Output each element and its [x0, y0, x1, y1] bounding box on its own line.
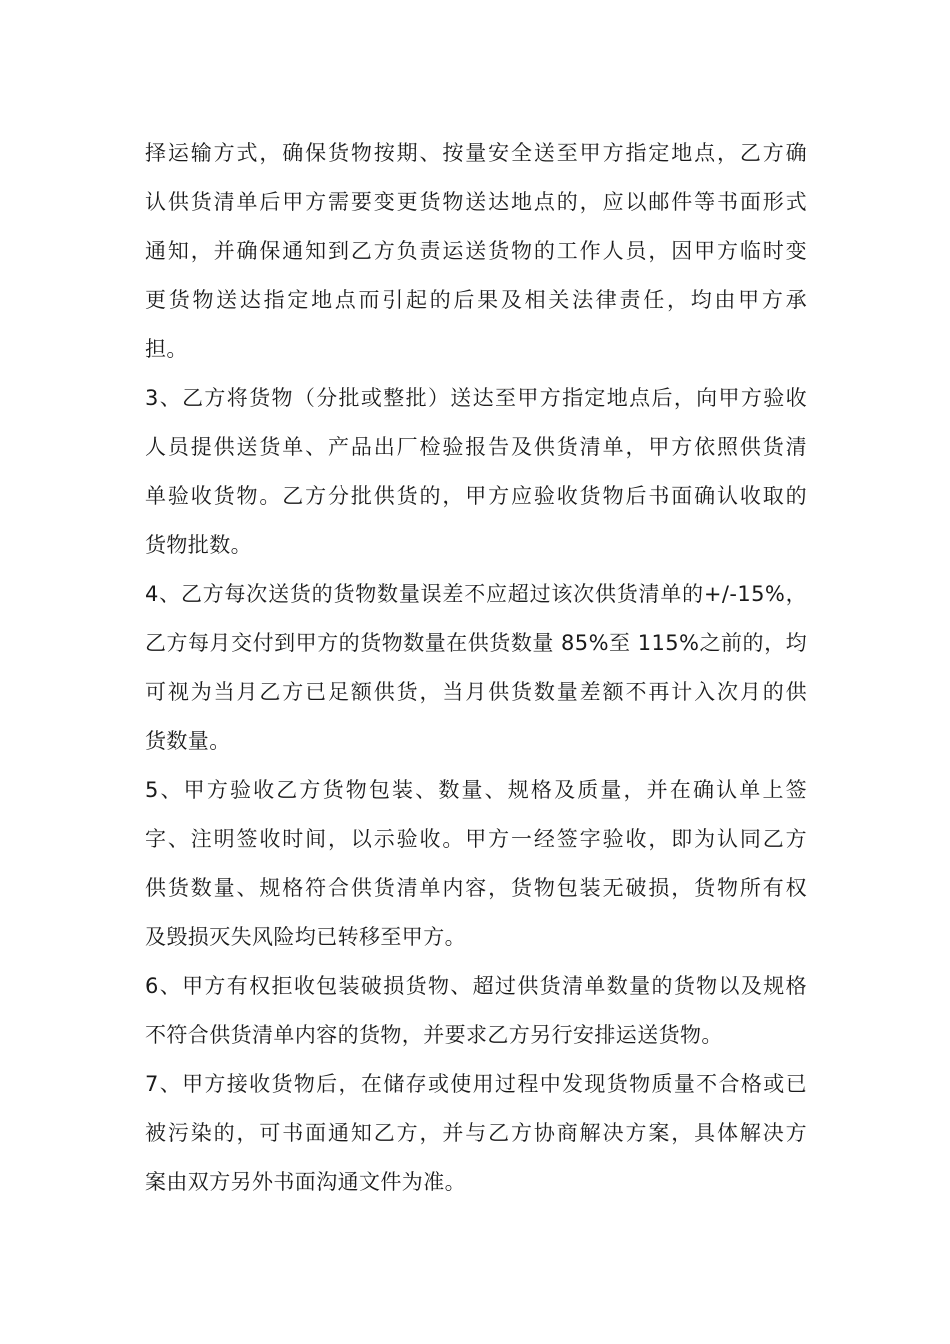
paragraph — [145, 1071, 807, 1218]
document-body — [145, 140, 807, 1218]
text-line: 可视为当月乙方已足额供货，当月供货数量差额不再计入次月的供 — [145, 680, 807, 704]
text-line: 4、乙方每次送货的货物数量误差不应超过该次供货清单的+/-15%， — [145, 582, 807, 606]
text-line: 被污染的，可书面通知乙方，并与乙方协商解决方案，具体解决方 — [145, 1121, 807, 1145]
paragraph — [145, 777, 807, 973]
text-line: 7、甲方接收货物后，在储存或使用过程中发现货物质量不合格或已 — [145, 1072, 807, 1096]
text-line: 乙方每月交付到甲方的货物数量在供货数量 85%至 115%之前的，均 — [145, 631, 807, 655]
text-line: 通知，并确保通知到乙方负责运送货物的工作人员，因甲方临时变 — [145, 239, 807, 263]
paragraph — [145, 973, 807, 1071]
text-line: 担。 — [145, 337, 188, 361]
text-line: 择运输方式，确保货物按期、按量安全送至甲方指定地点，乙方确 — [145, 141, 807, 165]
text-line: 案由双方另外书面沟通文件为准。 — [145, 1170, 466, 1194]
text-line: 3、乙方将货物（分批或整批）送达至甲方指定地点后，向甲方验收 — [145, 386, 807, 410]
text-line: 货数量。 — [145, 729, 231, 753]
text-line: 不符合供货清单内容的货物，并要求乙方另行安排运送货物。 — [145, 1023, 723, 1047]
text-line: 货物批数。 — [145, 533, 252, 557]
text-line: 及毁损灭失风险均已转移至甲方。 — [145, 925, 466, 949]
paragraph — [145, 385, 807, 581]
text-line: 5、甲方验收乙方货物包装、数量、规格及质量，并在确认单上签 — [145, 778, 807, 802]
text-line: 单验收货物。乙方分批供货的，甲方应验收货物后书面确认收取的 — [145, 484, 807, 508]
text-line: 人员提供送货单、产品出厂检验报告及供货清单，甲方依照供货清 — [145, 435, 807, 459]
paragraph — [145, 140, 807, 385]
text-line: 字、注明签收时间，以示验收。甲方一经签字验收，即为认同乙方 — [145, 827, 807, 851]
text-line: 供货数量、规格符合供货清单内容，货物包装无破损，货物所有权 — [145, 876, 807, 900]
text-line: 6、甲方有权拒收包装破损货物、超过供货清单数量的货物以及规格 — [145, 974, 807, 998]
text-line: 更货物送达指定地点而引起的后果及相关法律责任，均由甲方承 — [145, 288, 807, 312]
paragraph — [145, 581, 807, 777]
text-line: 认供货清单后甲方需要变更货物送达地点的，应以邮件等书面形式 — [145, 190, 807, 214]
